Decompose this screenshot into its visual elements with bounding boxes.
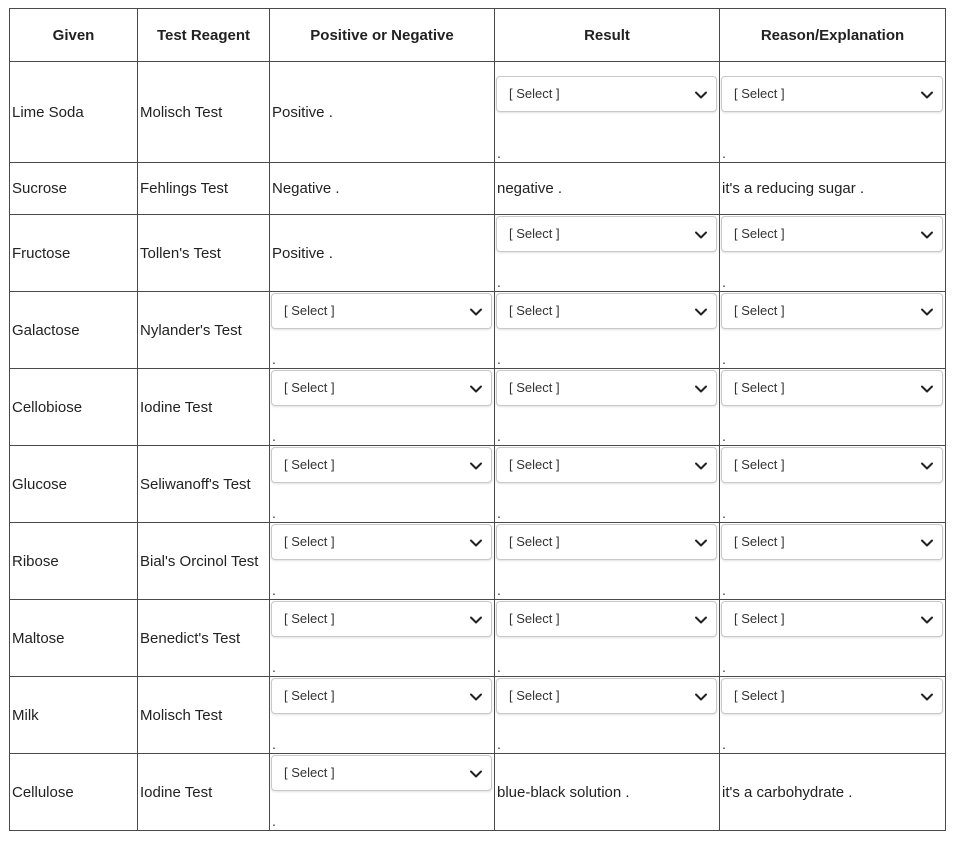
positive-negative-cell <box>270 523 495 600</box>
result-dropdown[interactable] <box>496 293 717 329</box>
reason-text: it's a reducing sugar . <box>722 180 865 197</box>
result-cell <box>495 523 720 600</box>
chevron-down-icon <box>920 536 934 550</box>
chevron-down-icon <box>920 382 934 396</box>
given-cell <box>10 163 138 215</box>
chevron-down-icon <box>694 382 708 396</box>
chevron-down-icon <box>920 613 934 627</box>
header-positive-or-negative: Positive or Negative <box>270 9 495 62</box>
reagent-cell <box>138 163 270 215</box>
dropdown-wrapper <box>495 446 719 522</box>
dropdown-placeholder: [ Select ] <box>734 303 785 318</box>
positive-negative-cell <box>270 215 495 292</box>
reason-cell <box>720 292 946 369</box>
result-dropdown[interactable] <box>496 678 717 714</box>
answer-dot: . <box>722 736 726 752</box>
reagent-text: Nylander's Test <box>140 321 242 339</box>
given-text: Sucrose <box>12 180 68 197</box>
table-row <box>10 369 946 446</box>
given-text: Maltose <box>12 629 65 647</box>
dropdown-placeholder: [ Select ] <box>509 688 560 703</box>
reason-dropdown[interactable] <box>721 76 943 112</box>
dropdown-wrapper <box>495 215 719 291</box>
dropdown-wrapper <box>270 600 494 676</box>
positive-negative-text: Negative . <box>272 180 340 197</box>
chevron-down-icon <box>469 382 483 396</box>
chevron-down-icon <box>469 305 483 319</box>
dropdown-placeholder: [ Select ] <box>284 688 335 703</box>
result-dropdown[interactable] <box>496 370 717 406</box>
result-cell <box>495 292 720 369</box>
dropdown-placeholder: [ Select ] <box>509 611 560 626</box>
reason-cell <box>720 369 946 446</box>
chevron-down-icon <box>694 305 708 319</box>
reason-dropdown[interactable] <box>721 447 943 483</box>
reason-dropdown[interactable] <box>721 293 943 329</box>
reagent-cell <box>138 446 270 523</box>
answer-dot: . <box>272 659 276 675</box>
dropdown-wrapper <box>270 369 494 445</box>
result-dropdown[interactable] <box>496 76 717 112</box>
table-body <box>10 62 946 831</box>
reagent-text: Iodine Test <box>140 398 213 416</box>
dropdown-wrapper <box>270 523 494 599</box>
reason-cell <box>720 600 946 677</box>
positive-negative-cell <box>270 677 495 754</box>
dropdown-placeholder: [ Select ] <box>734 380 785 395</box>
table-row <box>10 215 946 292</box>
table-row <box>10 677 946 754</box>
answer-dot: . <box>497 145 501 161</box>
dropdown-wrapper <box>495 292 719 368</box>
answer-dot: . <box>722 582 726 598</box>
dropdown-placeholder: [ Select ] <box>734 534 785 549</box>
dropdown-wrapper <box>270 677 494 753</box>
answer-dot: . <box>722 274 726 290</box>
reason-cell <box>720 163 946 215</box>
chevron-down-icon <box>920 459 934 473</box>
dropdown-placeholder: [ Select ] <box>509 226 560 241</box>
dropdown-placeholder: [ Select ] <box>734 688 785 703</box>
result-cell <box>495 62 720 163</box>
reagent-cell <box>138 292 270 369</box>
reason-dropdown[interactable] <box>721 370 943 406</box>
result-cell <box>495 600 720 677</box>
dropdown-placeholder: [ Select ] <box>734 226 785 241</box>
table-row <box>10 62 946 163</box>
dropdown-wrapper <box>495 600 719 676</box>
chevron-down-icon <box>694 228 708 242</box>
given-cell <box>10 677 138 754</box>
chevron-down-icon <box>694 690 708 704</box>
reagent-text: Tollen's Test <box>140 244 221 262</box>
reason-cell <box>720 62 946 163</box>
dropdown-wrapper <box>720 446 945 522</box>
positive-negative-cell <box>270 369 495 446</box>
answer-dot: . <box>272 505 276 521</box>
header-reason: Reason/Explanation <box>720 9 946 62</box>
table-row <box>10 292 946 369</box>
answer-dot: . <box>497 274 501 290</box>
answer-dot: . <box>497 582 501 598</box>
table-row <box>10 163 946 215</box>
positive-negative-dropdown[interactable] <box>271 370 492 406</box>
given-text: Cellobiose <box>12 398 83 416</box>
positive-negative-text: Positive . <box>272 103 333 121</box>
answer-dot: . <box>722 428 726 444</box>
result-dropdown[interactable] <box>496 216 717 252</box>
dropdown-placeholder: [ Select ] <box>284 765 335 780</box>
answer-dot: . <box>497 351 501 367</box>
chevron-down-icon <box>469 690 483 704</box>
dropdown-wrapper <box>720 292 945 368</box>
dropdown-wrapper <box>495 523 719 599</box>
result-cell <box>495 215 720 292</box>
reagent-text: Molisch Test <box>140 103 223 121</box>
answer-dot: . <box>497 428 501 444</box>
dropdown-wrapper <box>720 369 945 445</box>
reason-dropdown[interactable] <box>721 524 943 560</box>
given-text: Glucose <box>12 475 68 493</box>
header-test-reagent: Test Reagent <box>138 9 270 62</box>
given-text: Milk <box>12 706 39 724</box>
reagent-cell <box>138 523 270 600</box>
positive-negative-dropdown[interactable] <box>271 524 492 560</box>
answer-table <box>9 8 946 831</box>
positive-negative-dropdown[interactable] <box>271 601 492 637</box>
dropdown-placeholder: [ Select ] <box>284 534 335 549</box>
dropdown-placeholder: [ Select ] <box>509 86 560 101</box>
dropdown-placeholder: [ Select ] <box>509 303 560 318</box>
answer-dot: . <box>497 659 501 675</box>
chevron-down-icon <box>920 305 934 319</box>
positive-negative-cell <box>270 600 495 677</box>
dropdown-wrapper <box>720 677 945 753</box>
chevron-down-icon <box>920 88 934 102</box>
dropdown-wrapper <box>270 754 494 830</box>
dropdown-placeholder: [ Select ] <box>509 534 560 549</box>
given-cell <box>10 754 138 831</box>
given-cell <box>10 446 138 523</box>
chevron-down-icon <box>694 459 708 473</box>
header-result: Result <box>495 9 720 62</box>
result-dropdown[interactable] <box>496 601 717 637</box>
reason-dropdown[interactable] <box>721 601 943 637</box>
dropdown-wrapper <box>720 523 945 599</box>
reason-dropdown[interactable] <box>721 216 943 252</box>
answer-dot: . <box>272 351 276 367</box>
dropdown-placeholder: [ Select ] <box>509 457 560 472</box>
reason-dropdown[interactable] <box>721 678 943 714</box>
result-cell <box>495 754 720 831</box>
chevron-down-icon <box>920 690 934 704</box>
table-row <box>10 600 946 677</box>
reagent-cell <box>138 215 270 292</box>
reason-cell <box>720 754 946 831</box>
dropdown-wrapper <box>720 215 945 291</box>
chevron-down-icon <box>469 767 483 781</box>
header-row <box>10 9 946 62</box>
result-text: blue-black solution . <box>497 783 630 801</box>
dropdown-placeholder: [ Select ] <box>284 457 335 472</box>
dropdown-wrapper <box>495 62 719 162</box>
positive-negative-cell <box>270 292 495 369</box>
table-row <box>10 523 946 600</box>
answer-dot: . <box>272 813 276 829</box>
reagent-cell <box>138 369 270 446</box>
positive-negative-cell <box>270 754 495 831</box>
dropdown-placeholder: [ Select ] <box>734 457 785 472</box>
chevron-down-icon <box>694 88 708 102</box>
answer-dot: . <box>722 145 726 161</box>
reagent-cell <box>138 754 270 831</box>
reason-cell <box>720 677 946 754</box>
table-row <box>10 754 946 831</box>
given-text: Galactose <box>12 321 80 339</box>
result-dropdown[interactable] <box>496 524 717 560</box>
positive-negative-dropdown[interactable] <box>271 678 492 714</box>
reagent-text: Seliwanoff's Test <box>140 475 251 493</box>
reason-cell <box>720 215 946 292</box>
positive-negative-cell <box>270 446 495 523</box>
positive-negative-dropdown[interactable] <box>271 755 492 791</box>
reagent-cell <box>138 677 270 754</box>
positive-negative-cell <box>270 62 495 163</box>
result-cell <box>495 369 720 446</box>
chevron-down-icon <box>694 536 708 550</box>
dropdown-wrapper <box>720 62 945 162</box>
reagent-text: Bial's Orcinol Test <box>140 552 259 570</box>
chevron-down-icon <box>694 613 708 627</box>
chevron-down-icon <box>920 228 934 242</box>
answer-dot: . <box>722 505 726 521</box>
result-text: negative . <box>497 180 563 197</box>
given-cell <box>10 369 138 446</box>
answer-dot: . <box>272 582 276 598</box>
dropdown-wrapper <box>720 600 945 676</box>
result-cell <box>495 446 720 523</box>
given-cell <box>10 292 138 369</box>
given-text: Cellulose <box>12 783 74 801</box>
given-text: Ribose <box>12 552 59 570</box>
answer-dot: . <box>497 505 501 521</box>
given-cell <box>10 600 138 677</box>
dropdown-wrapper <box>495 369 719 445</box>
positive-negative-dropdown[interactable] <box>271 447 492 483</box>
chevron-down-icon <box>469 536 483 550</box>
dropdown-placeholder: [ Select ] <box>734 86 785 101</box>
result-cell <box>495 677 720 754</box>
reason-cell <box>720 523 946 600</box>
reagent-text: Molisch Test <box>140 706 223 724</box>
reagent-text: Fehlings Test <box>140 180 229 197</box>
table-row <box>10 446 946 523</box>
positive-negative-cell <box>270 163 495 215</box>
reagent-cell <box>138 62 270 163</box>
dropdown-placeholder: [ Select ] <box>284 303 335 318</box>
answer-dot: . <box>722 659 726 675</box>
given-cell <box>10 62 138 163</box>
given-cell <box>10 523 138 600</box>
chevron-down-icon <box>469 459 483 473</box>
header-given: Given <box>10 9 138 62</box>
dropdown-placeholder: [ Select ] <box>734 611 785 626</box>
reagent-cell <box>138 600 270 677</box>
reagent-text: Benedict's Test <box>140 629 241 647</box>
answer-dot: . <box>272 428 276 444</box>
chevron-down-icon <box>469 613 483 627</box>
answer-dot: . <box>272 736 276 752</box>
reason-cell <box>720 446 946 523</box>
given-text: Fructose <box>12 244 71 262</box>
positive-negative-text: Positive . <box>272 244 333 262</box>
reason-text: it's a carbohydrate . <box>722 783 853 801</box>
dropdown-wrapper <box>495 677 719 753</box>
dropdown-wrapper <box>270 292 494 368</box>
given-text: Lime Soda <box>12 103 84 121</box>
result-dropdown[interactable] <box>496 447 717 483</box>
dropdown-placeholder: [ Select ] <box>284 611 335 626</box>
positive-negative-dropdown[interactable] <box>271 293 492 329</box>
answer-dot: . <box>497 736 501 752</box>
answer-dot: . <box>722 351 726 367</box>
dropdown-placeholder: [ Select ] <box>284 380 335 395</box>
result-cell <box>495 163 720 215</box>
reagent-text: Iodine Test <box>140 783 213 801</box>
dropdown-wrapper <box>270 446 494 522</box>
given-cell <box>10 215 138 292</box>
dropdown-placeholder: [ Select ] <box>509 380 560 395</box>
